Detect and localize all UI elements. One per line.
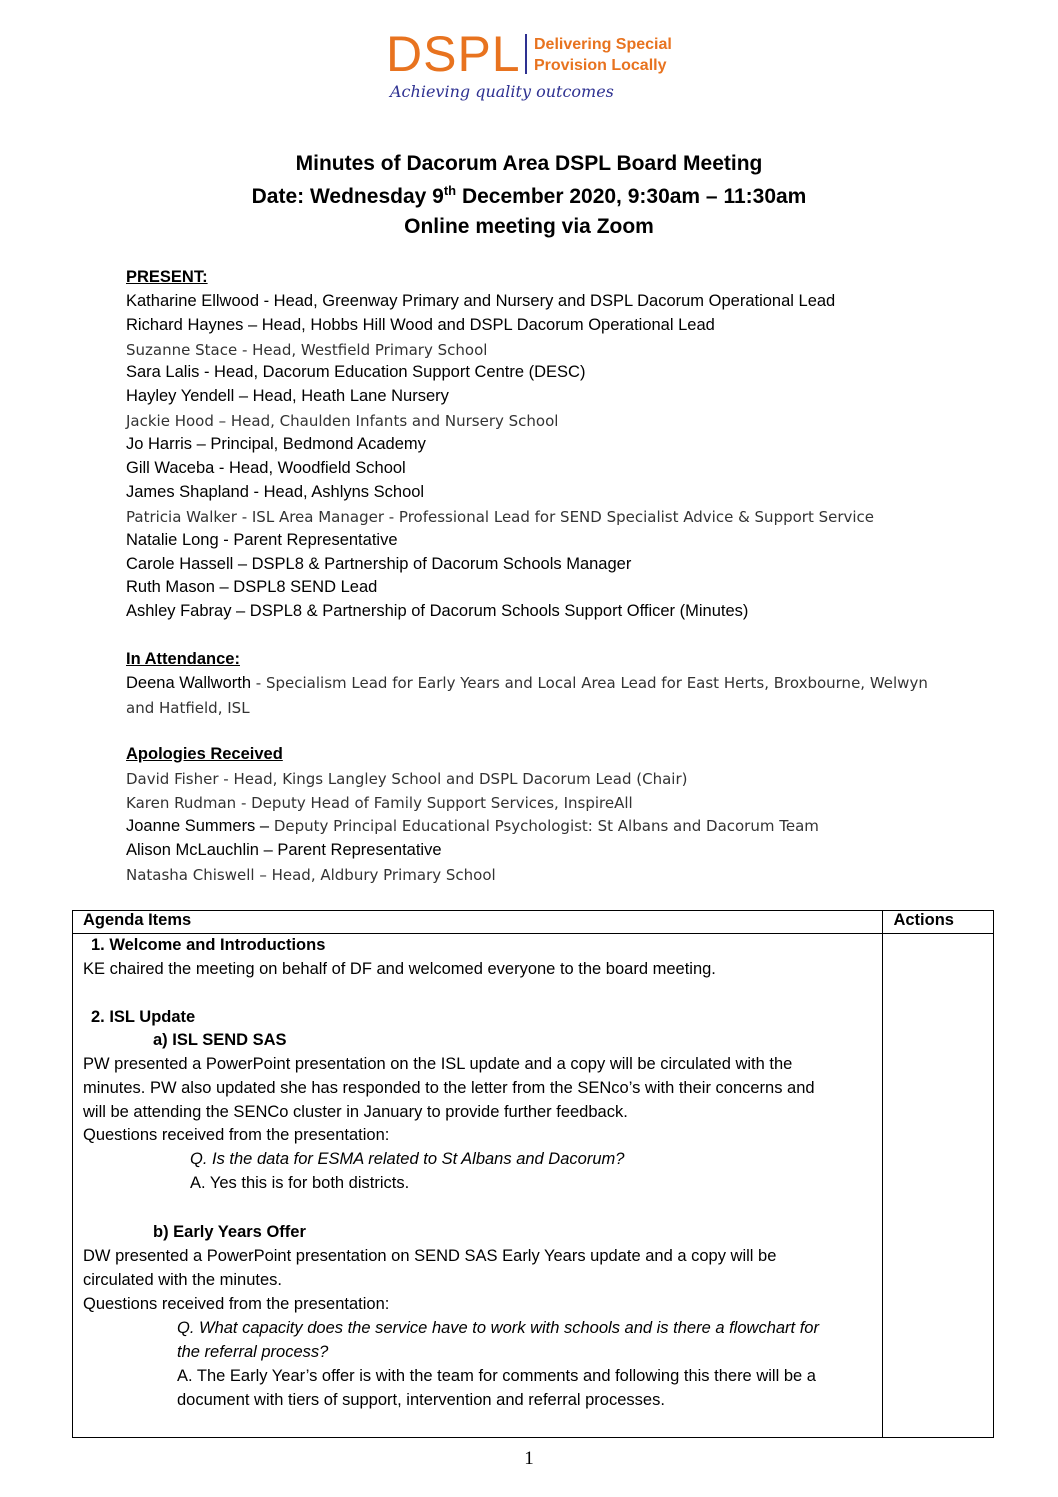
section-2a-paragraph: will be attending the SENCo cluster in January to provide further feedback. [83,1103,628,1121]
agenda-items-header: Agenda Items [73,911,883,934]
apologies-heading: Apologies Received [126,745,283,763]
agenda-table [72,910,994,1438]
agenda-body-row [73,934,994,1438]
apology-item: Karen Rudman - Deputy Head of Family Support Services, InspireAll [126,794,633,812]
section-2a-answer: A. Yes this is for both districts. [190,1174,410,1192]
meeting-location: Online meeting via Zoom [404,215,654,238]
page-number: 1 [524,1448,534,1469]
section-2b-answer: document with tiers of support, intervention and referral processes. [177,1391,665,1409]
actions-header: Actions [883,911,994,934]
section-2a-questions-intro: Questions received from the presentation: [83,1126,390,1144]
meeting-date-prefix: Date: Wednesday 9 [251,185,444,208]
attendance-item [126,674,928,693]
present-item: Ruth Mason – DSPL8 SEND Lead [126,578,378,596]
present-item: Jo Harris – Principal, Bedmond Academy [126,435,426,453]
section-1-heading: 1. Welcome and Introductions [91,936,326,954]
present-item: Carole Hassell – DSPL8 & Partnership of Dacorum Schools Manager [126,555,632,573]
meeting-date-time: December 2020, 9:30am – 11:30am [456,185,807,208]
present-item: Sara Lalis - Head, Dacorum Education Support Centre (DESC) [126,363,586,381]
section-2a-heading: a) ISL SEND SAS [153,1031,287,1049]
section-2a-question: Q. Is the data for ESMA related to St Albans and Dacorum? [190,1150,625,1168]
section-2b-question: Q. What capacity does the service have to work with schools and is there a flowchart for [177,1319,819,1337]
dspl-logo [386,28,706,108]
present-item: Richard Haynes – Head, Hobbs Hill Wood and DSPL Dacorum Operational Lead [126,316,715,334]
actions-cell [883,934,994,1438]
section-2b-paragraph: DW presented a PowerPoint presentation on SEND SAS Early Years update and a copy will be [83,1247,777,1265]
section-2b-questions-intro: Questions received from the presentation: [83,1295,390,1313]
section-2b-heading: b) Early Years Offer [153,1223,306,1241]
present-item: Patricia Walker - ISL Area Manager - Professional Lead for SEND Specialist Advice & Support Service [126,508,875,526]
section-1-text: KE chaired the meeting on behalf of DF and welcomed everyone to the board meeting. [83,960,716,978]
meeting-date-suffix-sup: th [443,183,457,198]
logo-slogan: Achieving quality outcomes [390,82,614,101]
apology-item [126,817,819,836]
section-2a-paragraph: minutes. PW also updated she has responded to the letter from the SENco’s with their concerns and [83,1079,815,1097]
attendance-heading: In Attendance: [126,650,240,668]
present-heading: PRESENT: [126,268,208,286]
present-item: James Shapland - Head, Ashlyns School [126,483,425,501]
attendee-role: - Specialism Lead for Early Years and Local Area Lead for East Herts, Broxbourne, Welwyn [251,674,928,692]
section-2b-answer: A. The Early Year’s offer is with the team for comments and following this there will be a [177,1367,816,1385]
present-item: Katharine Ellwood - Head, Greenway Primary and Nursery and DSPL Dacorum Operational Lead [126,292,836,310]
section-2-heading: 2. ISL Update [91,1008,196,1026]
present-item: Natalie Long - Parent Representative [126,531,398,549]
logo-tagline [534,34,672,76]
agenda-header-row [73,911,994,934]
attendee-name: Deena Wallworth [126,674,252,692]
apology-item: Natasha Chiswell – Head, Aldbury Primary School [126,866,496,884]
logo-wordmark: DSPL [386,26,521,82]
apology-name: Joanne Summers – [126,817,270,835]
section-2b-paragraph: circulated with the minutes. [83,1271,283,1289]
apology-item: David Fisher - Head, Kings Langley School and DSPL Dacorum Lead (Chair) [126,770,688,788]
attendee-role-continued: and Hatfield, ISL [126,699,250,717]
section-2b-question: the referral process? [177,1343,329,1361]
present-item: Hayley Yendell – Head, Heath Lane Nursery [126,387,449,405]
present-item: Ashley Fabray – DSPL8 & Partnership of Dacorum Schools Support Officer (Minutes) [126,602,749,620]
apology-role: Deputy Principal Educational Psychologist: St Albans and Dacorum Team [269,817,819,835]
present-item: Gill Waceba - Head, Woodfield School [126,459,406,477]
logo-divider [525,34,527,74]
agenda-items-cell [73,934,883,1438]
apology-item: Alison McLauchlin – Parent Representative [126,841,442,859]
meeting-date [0,183,1058,209]
logo-tagline-line1: Delivering Special [534,36,672,53]
document-title: Minutes of Dacorum Area DSPL Board Meeting [295,152,763,175]
logo-tagline-line2: Provision Locally [534,57,667,74]
present-item: Jackie Hood – Head, Chaulden Infants and Nursery School [126,412,559,430]
section-2a-paragraph: PW presented a PowerPoint presentation on the ISL update and a copy will be circulated with the [83,1055,793,1073]
present-item: Suzanne Stace - Head, Westfield Primary School [126,341,488,359]
